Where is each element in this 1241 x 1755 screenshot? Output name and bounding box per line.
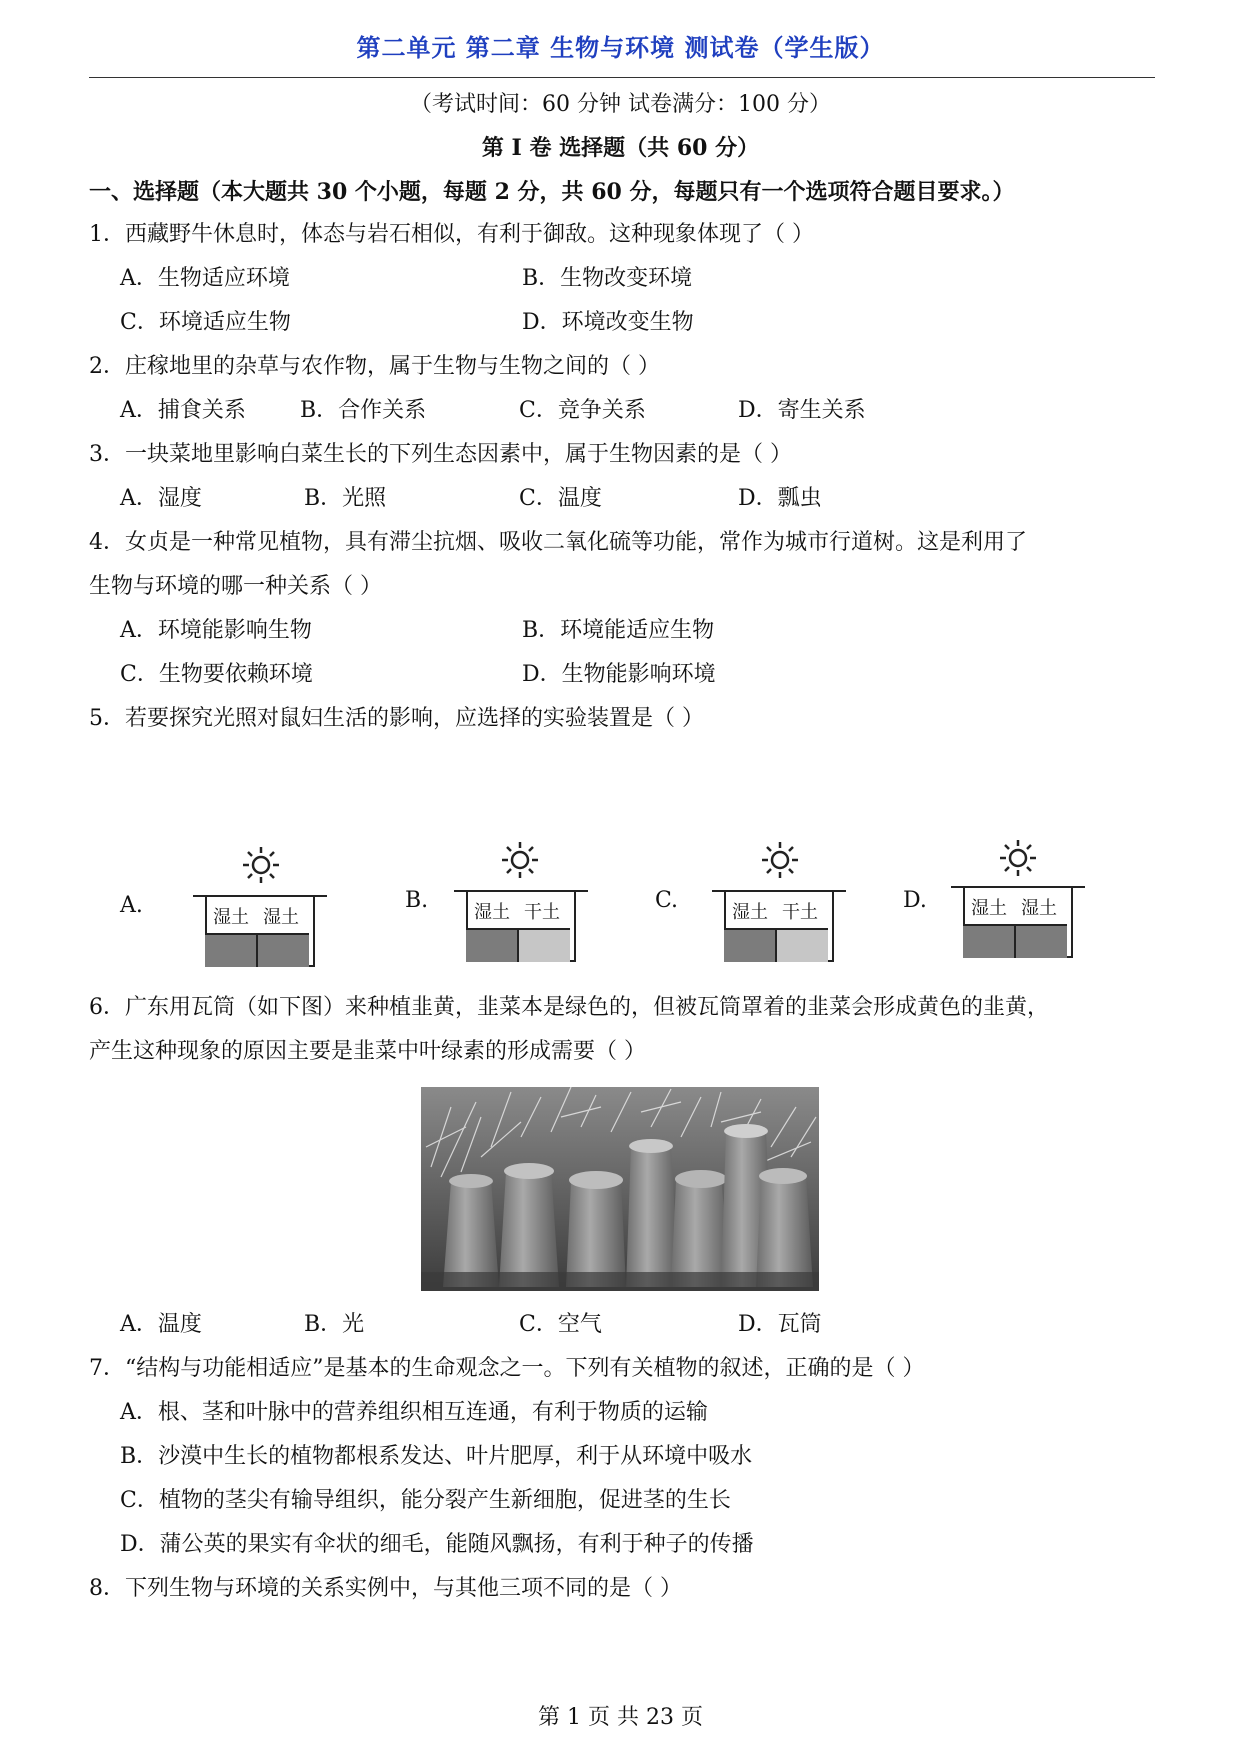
soil-label-right: 湿土 (1021, 898, 1057, 919)
question-7-option-b[interactable]: B．沙漠中生长的植物都根系发达、叶片肥厚，利于从环境中吸水 (120, 1444, 753, 1469)
question-6-stem-line2: 产生这种现象的原因主要是韭菜中叶绿素的形成需要（ ） (89, 1039, 646, 1064)
question-4-stem-line1: 4．女贞是一种常见植物，具有滞尘抗烟、吸收二氧化硫等功能，常作为城市行道树。这是利用了 (89, 530, 1028, 555)
page-footer: 第 1 页 共 23 页 (538, 1705, 703, 1730)
soil-label-left: 湿土 (732, 902, 768, 923)
question-5-option-c-label[interactable]: C. (655, 888, 679, 913)
soil-cell-wet (205, 933, 257, 967)
soil-label-right: 干土 (782, 902, 818, 923)
apparatus-option-d[interactable] (963, 886, 1073, 958)
sun-icon (500, 840, 540, 880)
question-4-option-c[interactable]: C．生物要依赖环境 (120, 662, 313, 687)
question-3-option-c[interactable]: C．温度 (519, 486, 602, 511)
header-rule (89, 77, 1155, 78)
tile-pots-photo (421, 1087, 819, 1291)
question-6-stem-line1: 6．广东用瓦筒（如下图）来种植韭黄，韭菜本是绿色的，但被瓦筒罩着的韭菜会形成黄色的韭黄， (89, 995, 1050, 1020)
document-title: 第二单元 第二章 生物与环境 测试卷（学生版） (356, 34, 885, 62)
question-4-stem-line2: 生物与环境的哪一种关系（ ） (89, 574, 382, 599)
question-7-option-d[interactable]: D．蒲公英的果实有伞状的细毛，能随风飘扬，有利于种子的传播 (120, 1532, 754, 1557)
soil-label-left: 湿土 (474, 902, 510, 923)
question-8-stem: 8．下列生物与环境的关系实例中，与其他三项不同的是（ ） (89, 1576, 682, 1601)
question-7-option-c[interactable]: C．植物的茎尖有输导组织，能分裂产生新细胞，促进茎的生长 (120, 1488, 731, 1513)
question-3-option-a[interactable]: A．湿度 (120, 486, 202, 511)
question-3-stem: 3．一块菜地里影响白菜生长的下列生态因素中，属于生物因素的是（ ） (89, 442, 792, 467)
soil-label-right: 干土 (524, 902, 560, 923)
soil-label-left: 湿土 (971, 898, 1007, 919)
apparatus-option-b[interactable] (466, 890, 576, 962)
question-2-option-d[interactable]: D．寄生关系 (738, 398, 866, 423)
question-3-option-d[interactable]: D．瓢虫 (738, 486, 822, 511)
question-1-option-a[interactable]: A．生物适应环境 (120, 266, 290, 291)
question-5-option-b-label[interactable]: B. (405, 888, 429, 913)
sun-icon (998, 838, 1038, 878)
question-4-option-d[interactable]: D．生物能影响环境 (522, 662, 716, 687)
question-5-stem: 5．若要探究光照对鼠妇生活的影响，应选择的实验装置是（ ） (89, 706, 704, 731)
soil-label-right: 湿土 (263, 907, 299, 928)
soil-cell-dry (518, 928, 570, 962)
soil-cell-wet (257, 933, 309, 967)
question-4-option-b[interactable]: B．环境能适应生物 (522, 618, 715, 643)
soil-cell-wet (963, 924, 1015, 958)
question-5-option-a-label[interactable]: A. (120, 893, 143, 918)
question-4-option-a[interactable]: A．环境能影响生物 (120, 618, 312, 643)
soil-cell-wet (724, 928, 776, 962)
soil-cell-dry (776, 928, 828, 962)
section-title: 一、选择题（本大题共 30 个小题，每题 2 分，共 60 分，每题只有一个选项符合题目要求。） (89, 179, 1015, 205)
question-5-option-d-label[interactable]: D. (903, 888, 927, 913)
question-3-option-b[interactable]: B．光照 (304, 486, 387, 511)
question-1-option-d[interactable]: D．环境改变生物 (522, 310, 694, 335)
exam-info: （考试时间：60 分钟 试卷满分：100 分） (410, 92, 831, 117)
question-6-option-d[interactable]: D．瓦筒 (738, 1312, 822, 1337)
question-2-option-c[interactable]: C．竞争关系 (519, 398, 646, 423)
sun-icon (760, 840, 800, 880)
soil-cell-wet (466, 928, 518, 962)
question-7-option-a[interactable]: A．根、茎和叶脉中的营养组织相互连通，有利于物质的运输 (120, 1400, 708, 1425)
question-2-option-a[interactable]: A．捕食关系 (120, 398, 246, 423)
soil-label-left: 湿土 (213, 907, 249, 928)
question-6-option-b[interactable]: B．光 (304, 1312, 365, 1337)
question-6-option-c[interactable]: C．空气 (519, 1312, 602, 1337)
question-1-option-b[interactable]: B．生物改变环境 (522, 266, 693, 291)
apparatus-option-c[interactable] (724, 890, 834, 962)
sun-icon (241, 845, 281, 885)
soil-cell-wet (1015, 924, 1067, 958)
question-2-option-b[interactable]: B．合作关系 (300, 398, 427, 423)
apparatus-option-a[interactable] (205, 895, 315, 967)
question-7-stem: 7．“结构与功能相适应”是基本的生命观念之一。下列有关植物的叙述，正确的是（ ） (89, 1356, 925, 1381)
question-1-stem: 1．西藏野牛休息时，体态与岩石相似，有利于御敌。这种现象体现了（ ） (89, 222, 814, 247)
question-6-option-a[interactable]: A．温度 (120, 1312, 202, 1337)
question-2-stem: 2．庄稼地里的杂草与农作物，属于生物与生物之间的（ ） (89, 354, 660, 379)
question-1-option-c[interactable]: C．环境适应生物 (120, 310, 291, 335)
part-title: 第 I 卷 选择题（共 60 分） (481, 135, 760, 161)
